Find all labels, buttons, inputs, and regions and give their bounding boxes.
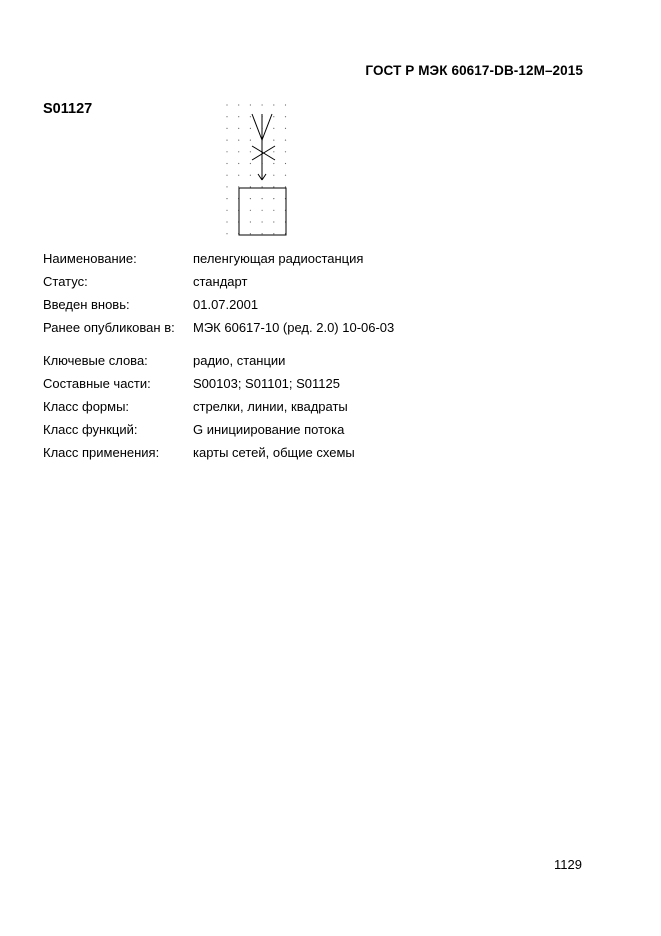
property-value: стандарт bbox=[193, 274, 248, 289]
symbol-code: S01127 bbox=[43, 101, 93, 117]
property-value: G инициирование потока bbox=[193, 422, 345, 437]
property-label: Введен вновь: bbox=[43, 297, 130, 312]
property-function-class bbox=[43, 422, 355, 445]
property-label: Ранее опубликован в: bbox=[43, 320, 175, 335]
property-value: S00103; S01101; S01125 bbox=[193, 376, 340, 391]
property-value: радио, станции bbox=[193, 353, 286, 368]
symbol-lines bbox=[239, 114, 286, 235]
properties-main bbox=[43, 251, 394, 343]
property-previously-published bbox=[43, 320, 394, 343]
property-label: Класс функций: bbox=[43, 422, 138, 437]
property-value: 01.07.2001 bbox=[193, 297, 259, 312]
property-label: Составные части: bbox=[43, 376, 151, 391]
property-shape-class bbox=[43, 399, 355, 422]
property-label: Класс применения: bbox=[43, 445, 160, 460]
property-value: пеленгующая радиостанция bbox=[193, 251, 364, 266]
property-application-class bbox=[43, 445, 355, 468]
property-value: МЭК 60617-10 (ред. 2.0) 10-06-03 bbox=[193, 320, 395, 335]
standard-header: ГОСТ Р МЭК 60617-DB-12M–2015 bbox=[365, 63, 583, 78]
property-introduced bbox=[43, 297, 394, 320]
property-status bbox=[43, 274, 394, 297]
property-components bbox=[43, 376, 355, 399]
property-keywords bbox=[43, 353, 355, 376]
direction-finding-radio-station-icon bbox=[222, 100, 302, 250]
properties-extra bbox=[43, 353, 355, 468]
property-label: Ключевые слова: bbox=[43, 353, 148, 368]
property-label: Статус: bbox=[43, 274, 88, 289]
property-value: карты сетей, общие схемы bbox=[193, 445, 355, 460]
property-label: Класс формы: bbox=[43, 399, 130, 414]
property-name bbox=[43, 251, 394, 274]
property-label: Наименование: bbox=[43, 251, 137, 266]
property-value: стрелки, линии, квадраты bbox=[193, 399, 348, 414]
page-number: 1129 bbox=[554, 857, 582, 872]
